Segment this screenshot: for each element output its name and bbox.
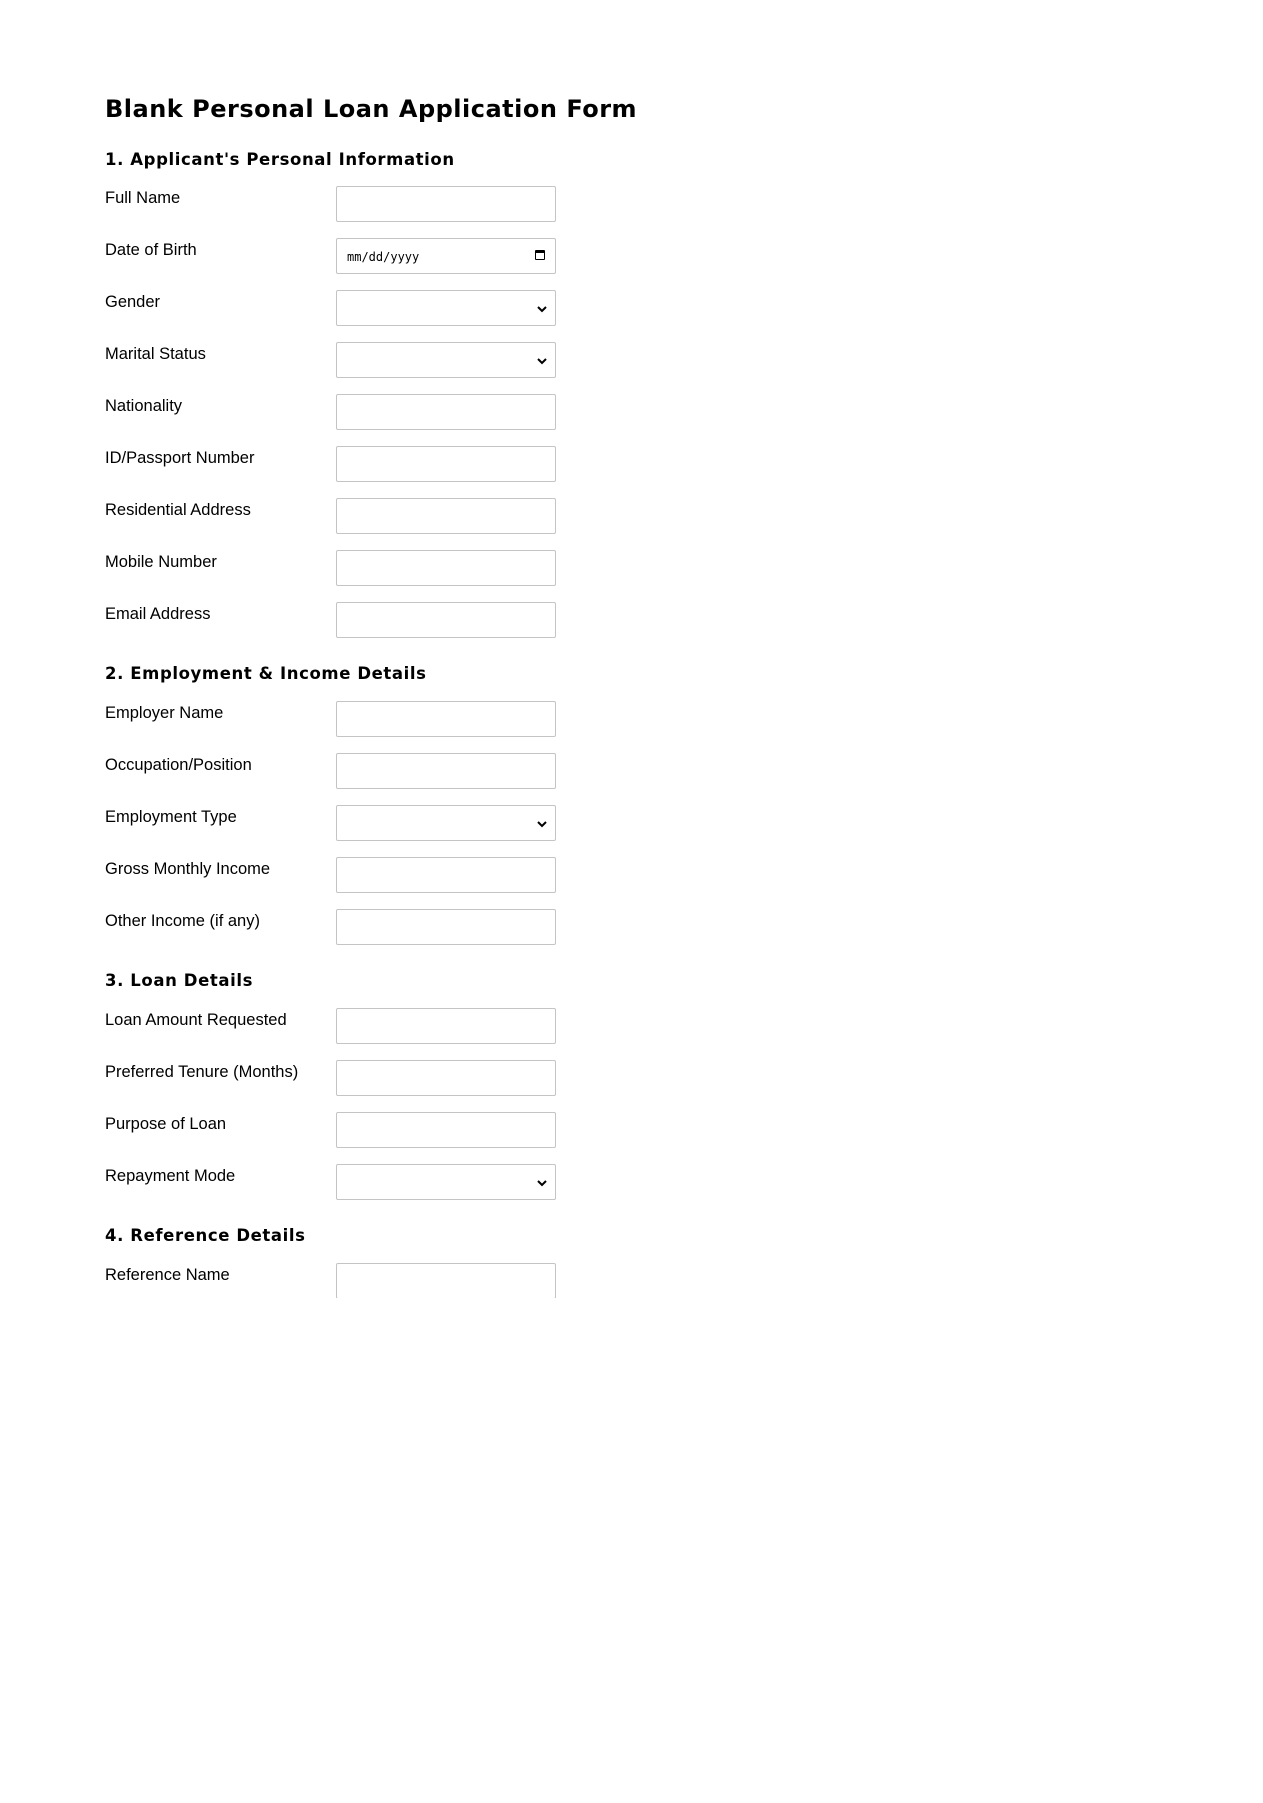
section-heading-personal: 1. Applicant's Personal Information [105, 150, 455, 169]
row-gross-monthly-income [105, 857, 805, 909]
gross-monthly-income-field[interactable] [336, 857, 556, 893]
employer-name-input[interactable] [337, 702, 555, 736]
page-blank-area [0, 1298, 1263, 1803]
row-repayment-mode [105, 1164, 805, 1216]
purpose-of-loan-input[interactable] [337, 1113, 555, 1147]
other-income-field[interactable] [336, 909, 556, 945]
residential-address-field[interactable] [336, 498, 556, 534]
other-income-input[interactable] [337, 910, 555, 944]
residential-address-input[interactable] [337, 499, 555, 533]
mobile-number-label: Mobile Number [105, 553, 217, 571]
row-employer-name [105, 701, 805, 753]
section-employment-income [105, 663, 805, 961]
section-personal-information [105, 149, 805, 654]
date-of-birth-placeholder: mm/dd/yyyy [347, 250, 420, 264]
id-passport-label: ID/Passport Number [105, 449, 255, 467]
reference-name-label: Reference Name [105, 1266, 230, 1284]
preferred-tenure-input[interactable] [337, 1061, 555, 1095]
chevron-down-icon [535, 817, 549, 831]
section-loan-details [105, 970, 805, 1216]
full-name-input[interactable] [337, 187, 555, 221]
marital-status-select[interactable] [336, 342, 556, 378]
gross-monthly-income-label: Gross Monthly Income [105, 860, 271, 878]
row-purpose-of-loan [105, 1112, 805, 1164]
preferred-tenure-label: Preferred Tenure (Months) [105, 1063, 299, 1081]
row-preferred-tenure [105, 1060, 805, 1112]
occupation-field[interactable] [336, 753, 556, 789]
row-other-income [105, 909, 805, 961]
gross-monthly-income-input[interactable] [337, 858, 555, 892]
chevron-down-icon [535, 1176, 549, 1190]
chevron-down-icon [535, 354, 549, 368]
loan-amount-input[interactable] [337, 1009, 555, 1043]
row-full-name [105, 186, 805, 238]
form-title: Blank Personal Loan Application Form [105, 95, 638, 123]
gender-label: Gender [105, 293, 161, 311]
date-of-birth-field[interactable] [336, 238, 556, 274]
row-residential-address [105, 498, 805, 550]
employment-type-label: Employment Type [105, 808, 237, 826]
loan-application-form [105, 94, 805, 1315]
loan-amount-label: Loan Amount Requested [105, 1011, 287, 1029]
repayment-mode-select[interactable] [336, 1164, 556, 1200]
preferred-tenure-field[interactable] [336, 1060, 556, 1096]
row-gender [105, 290, 805, 342]
gender-select[interactable] [336, 290, 556, 326]
email-address-field[interactable] [336, 602, 556, 638]
email-address-input[interactable] [337, 603, 555, 637]
id-passport-input[interactable] [337, 447, 555, 481]
nationality-input[interactable] [337, 395, 555, 429]
date-of-birth-label: Date of Birth [105, 241, 197, 259]
row-occupation [105, 753, 805, 805]
row-mobile-number [105, 550, 805, 602]
repayment-mode-label: Repayment Mode [105, 1167, 236, 1185]
chevron-down-icon [535, 302, 549, 316]
occupation-input[interactable] [337, 754, 555, 788]
full-name-field[interactable] [336, 186, 556, 222]
marital-status-label: Marital Status [105, 345, 206, 363]
loan-amount-field[interactable] [336, 1008, 556, 1044]
row-email-address [105, 602, 805, 654]
other-income-label: Other Income (if any) [105, 912, 260, 930]
reference-name-field[interactable] [336, 1263, 556, 1299]
purpose-of-loan-field[interactable] [336, 1112, 556, 1148]
reference-name-input[interactable] [337, 1264, 555, 1298]
section-heading-reference: 4. Reference Details [105, 1226, 306, 1245]
mobile-number-input[interactable] [337, 551, 555, 585]
employer-name-label: Employer Name [105, 704, 224, 722]
mobile-number-field[interactable] [336, 550, 556, 586]
occupation-label: Occupation/Position [105, 756, 252, 774]
employment-type-select[interactable] [336, 805, 556, 841]
id-passport-field[interactable] [336, 446, 556, 482]
nationality-field[interactable] [336, 394, 556, 430]
row-date-of-birth [105, 238, 805, 290]
full-name-label: Full Name [105, 189, 181, 207]
row-marital-status [105, 342, 805, 394]
row-id-passport [105, 446, 805, 498]
purpose-of-loan-label: Purpose of Loan [105, 1115, 227, 1133]
row-employment-type [105, 805, 805, 857]
row-loan-amount [105, 1008, 805, 1060]
nationality-label: Nationality [105, 397, 183, 415]
employer-name-field[interactable] [336, 701, 556, 737]
row-nationality [105, 394, 805, 446]
email-address-label: Email Address [105, 605, 211, 623]
section-heading-loan: 3. Loan Details [105, 971, 254, 990]
section-heading-employment: 2. Employment & Income Details [105, 664, 427, 683]
calendar-icon[interactable] [535, 250, 545, 260]
residential-address-label: Residential Address [105, 501, 251, 519]
